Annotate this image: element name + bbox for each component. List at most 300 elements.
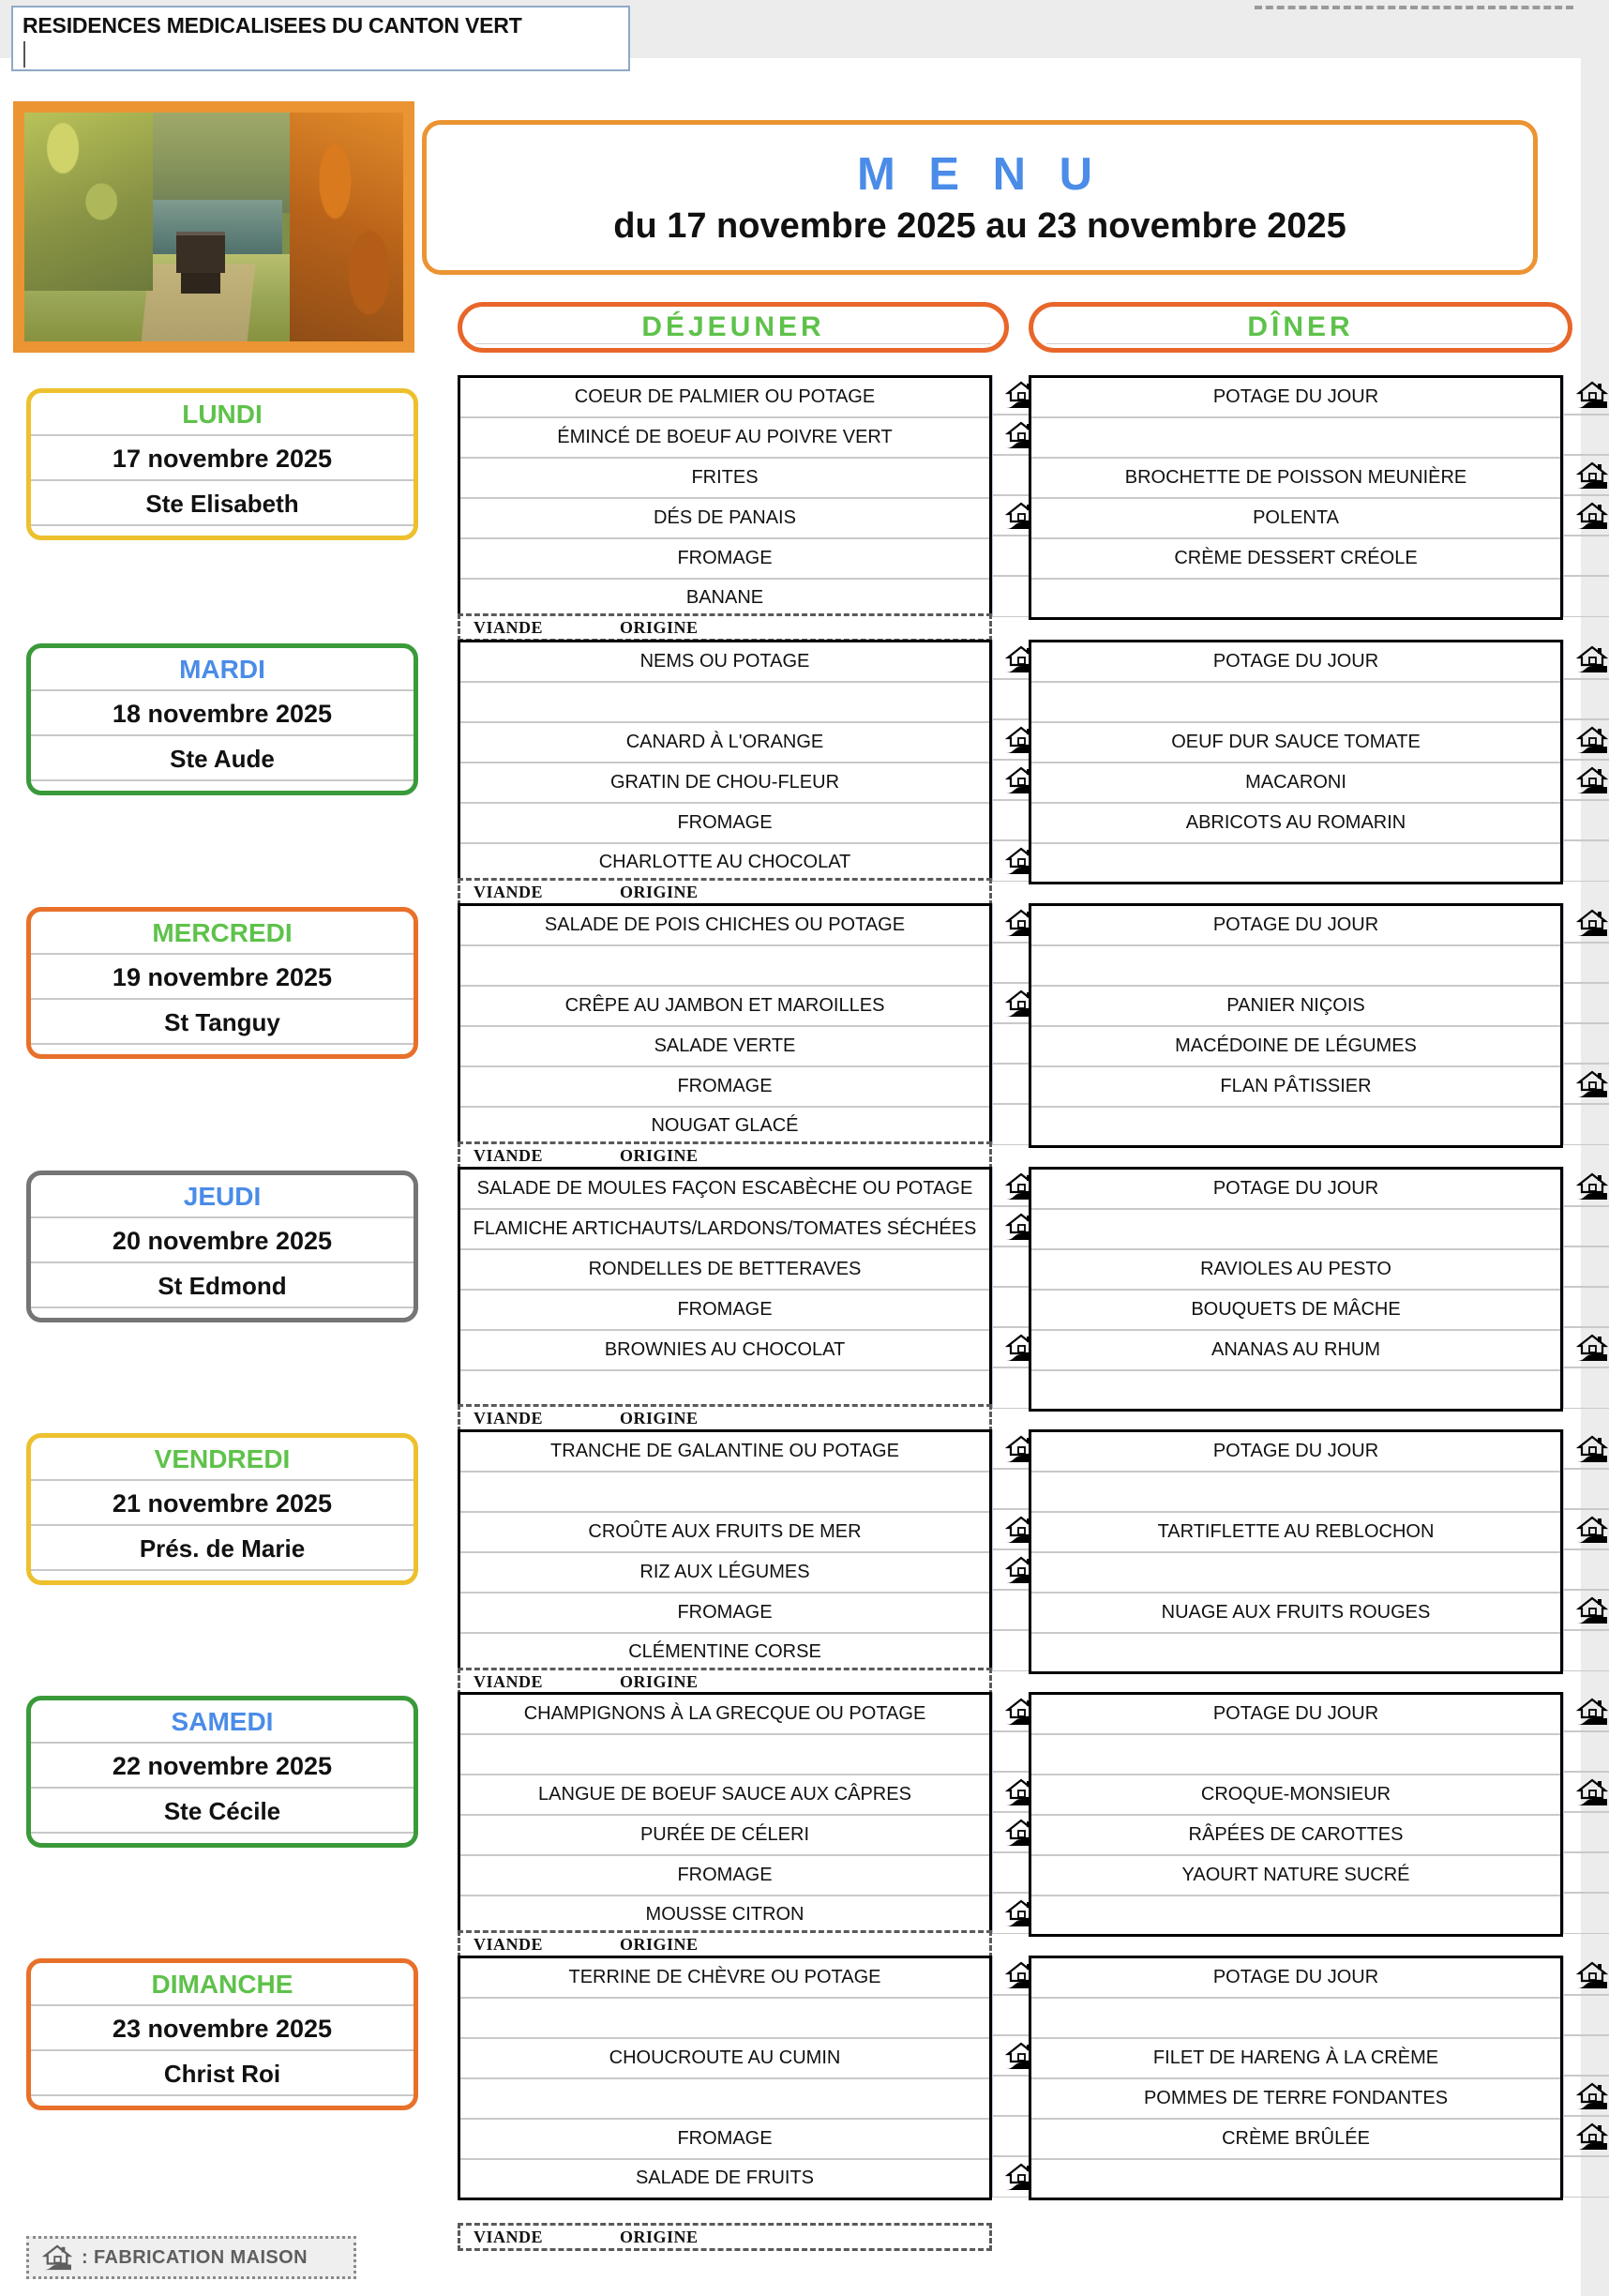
home-made-indicator	[1564, 1956, 1609, 1996]
menu-row[interactable]	[459, 1066, 991, 1107]
dish-name: TERRINE DE CHÈVRE OU POTAGE	[459, 1957, 991, 1998]
home-made-indicator	[1564, 1429, 1609, 1470]
day-card-spacer	[31, 1834, 414, 1843]
menu-row[interactable]	[1030, 1249, 1562, 1290]
menu-row[interactable]	[459, 1855, 991, 1896]
home-made-indicator	[1564, 496, 1609, 536]
viande-origine-strip	[458, 1141, 992, 1170]
day-saint: Ste Cécile	[31, 1789, 414, 1834]
dish-name: POTAGE DU JOUR	[1030, 1694, 1562, 1734]
menu-row[interactable]	[459, 2078, 991, 2119]
home-made-indicator	[1564, 1550, 1609, 1591]
dish-name: FILET DE HARENG À LA CRÈME	[1030, 2038, 1562, 2078]
menu-row[interactable]	[1030, 763, 1562, 803]
menu-row[interactable]	[459, 538, 991, 579]
dinner-table	[1029, 640, 1563, 884]
menu-row[interactable]	[1030, 803, 1562, 843]
dish-name: POTAGE DU JOUR	[1030, 905, 1562, 945]
dish-name: POTAGE DU JOUR	[1030, 1957, 1562, 1998]
home-made-indicator	[1564, 1167, 1609, 1207]
menu-row[interactable]	[459, 458, 991, 498]
dish-name: SALADE DE MOULES FAÇON ESCABÈCHE OU POTAGE	[459, 1169, 991, 1209]
dish-name: PURÉE DE CÉLERI	[459, 1815, 991, 1855]
dinner-block-dimanche	[1029, 1956, 1563, 2200]
dish-name: DÉS DE PANAIS	[459, 498, 991, 538]
menu-row[interactable]	[1030, 1512, 1562, 1552]
dish-name: FROMAGE	[459, 1290, 991, 1330]
dish-name	[459, 682, 991, 722]
menu-row[interactable]	[459, 682, 991, 722]
lunch-block-lundi	[458, 375, 992, 620]
menu-row[interactable]	[459, 1290, 991, 1330]
dish-name: CHOUCROUTE AU CUMIN	[459, 2038, 991, 2078]
lunch-block-samedi	[458, 1692, 992, 1937]
menu-row[interactable]	[459, 1552, 991, 1593]
viande-label: VIANDE	[474, 617, 544, 637]
menu-row[interactable]	[1030, 986, 1562, 1026]
house-icon	[1576, 726, 1608, 754]
house-icon	[1576, 1698, 1608, 1726]
menu-row[interactable]	[459, 1209, 991, 1249]
home-made-indicator	[1564, 720, 1609, 761]
dish-name: SALADE DE FRUITS	[635, 2168, 815, 2189]
day-date: 17 novembre 2025	[31, 436, 414, 481]
dish-name: LANGUE DE BOEUF SAUCE AUX CÂPRES	[459, 1775, 991, 1815]
dish-name: YAOURT NATURE SUCRÉ	[1030, 1855, 1562, 1896]
dish-name	[1030, 1552, 1562, 1593]
origine-label: ORIGINE	[620, 1934, 699, 1954]
menu-row[interactable]	[459, 1957, 991, 1998]
day-saint: Ste Elisabeth	[31, 481, 414, 526]
home-made-indicator	[1564, 375, 1609, 415]
day-name: MARDI	[31, 648, 414, 691]
fabrication-maison-legend	[26, 2236, 356, 2279]
dish-name: FROMAGE	[459, 2119, 991, 2159]
home-made-indicator	[1564, 2077, 1609, 2117]
menu-row[interactable]	[1030, 1896, 1562, 1936]
viande-label: VIANDE	[474, 1934, 544, 1954]
viande-label: VIANDE	[474, 1671, 544, 1691]
origine-label: ORIGINE	[620, 882, 699, 901]
dish-name: POTAGE DU JOUR	[1030, 642, 1562, 682]
home-made-indicator	[1564, 680, 1609, 720]
lunch-table	[458, 1429, 992, 1674]
dish-name	[1030, 579, 1562, 619]
day-date: 20 novembre 2025	[31, 1218, 414, 1263]
menu-row[interactable]	[1030, 2159, 1562, 2199]
dinner-table	[1029, 903, 1563, 1148]
home-made-indicator	[1564, 1996, 1609, 2036]
menu-row[interactable]	[1030, 905, 1562, 945]
lunch-block-dimanche	[458, 1956, 992, 2200]
dish-name	[1030, 843, 1562, 884]
day-card-mercredi[interactable]	[26, 907, 418, 1059]
lunch-table	[458, 1956, 992, 2200]
origine-label: ORIGINE	[620, 1408, 699, 1427]
dish-name: SALADE VERTE	[459, 1026, 991, 1066]
home-made-indicator	[1564, 1773, 1609, 1813]
menu-row[interactable]	[459, 1694, 991, 1734]
day-card-samedi[interactable]	[26, 1696, 418, 1848]
home-made-indicator	[1564, 1631, 1609, 1671]
lunch-label: DÉJEUNER	[641, 311, 825, 342]
menu-row[interactable]	[459, 1775, 991, 1815]
dish-name: RÂPÉES DE CAROTTES	[1030, 1815, 1562, 1855]
dish-name	[1030, 1734, 1562, 1775]
origine-label: ORIGINE	[620, 1671, 699, 1691]
house-icon	[1576, 1596, 1608, 1624]
lunch-table	[458, 1692, 992, 1937]
dish-name: POTAGE DU JOUR	[1030, 1169, 1562, 1209]
lunch-table	[458, 903, 992, 1148]
menu-row[interactable]	[1030, 1552, 1562, 1593]
house-icon	[1576, 645, 1608, 673]
day-card-spacer	[31, 2096, 414, 2106]
menu-row[interactable]	[459, 2038, 991, 2078]
day-name: MERCREDI	[31, 912, 414, 955]
menu-row[interactable]	[1030, 1734, 1562, 1775]
house-icon	[1576, 2122, 1608, 2151]
lunch-table	[458, 640, 992, 884]
lunch-column-header	[458, 302, 1009, 353]
home-made-indicator	[1564, 1247, 1609, 1288]
dish-name	[1030, 945, 1562, 986]
menu-row[interactable]	[1030, 458, 1562, 498]
lunch-block-mercredi	[458, 903, 992, 1148]
home-made-indicator	[1564, 1368, 1609, 1409]
dish-name: POTAGE DU JOUR	[1030, 377, 1562, 417]
dish-name	[459, 1472, 991, 1512]
dish-name	[459, 945, 991, 986]
dinner-table	[1029, 1429, 1563, 1674]
dish-name	[1030, 1998, 1562, 2038]
menu-row[interactable]	[1030, 1370, 1562, 1411]
menu-row[interactable]	[459, 905, 991, 945]
home-made-indicator	[1564, 1894, 1609, 1934]
dish-name: TRANCHE DE GALANTINE OU POTAGE	[459, 1431, 991, 1472]
viande-origine-strip	[458, 878, 992, 906]
dish-name: COEUR DE PALMIER OU POTAGE	[459, 377, 991, 417]
home-made-indicator	[1564, 640, 1609, 680]
house-icon	[1576, 1435, 1608, 1463]
menu-row[interactable]	[1030, 1775, 1562, 1815]
home-made-indicator	[1564, 984, 1609, 1024]
dish-name: FLAN PÂTISSIER	[1030, 1066, 1562, 1107]
organisation-name: RESIDENCES MEDICALISEES DU CANTON VERT	[23, 13, 522, 38]
lunch-table	[458, 1167, 992, 1412]
viande-label: VIANDE	[474, 882, 544, 901]
home-made-indicator	[1564, 1024, 1609, 1065]
dinner-block-samedi	[1029, 1692, 1563, 1937]
menu-row[interactable]	[1030, 1855, 1562, 1896]
dish-name: CRÈME DESSERT CRÉOLE	[1030, 538, 1562, 579]
house-icon	[1576, 1070, 1608, 1098]
dish-name: RAVIOLES AU PESTO	[1030, 1249, 1562, 1290]
day-card-jeudi[interactable]	[26, 1171, 418, 1322]
dish-name: CHARLOTTE AU CHOCOLAT	[598, 852, 851, 873]
menu-row[interactable]	[459, 2159, 991, 2199]
lunch-table	[458, 375, 992, 620]
dish-name	[459, 2078, 991, 2119]
menu-row[interactable]	[1030, 377, 1562, 417]
menu-row[interactable]	[1030, 1169, 1562, 1209]
menu-row[interactable]	[1030, 1957, 1562, 1998]
house-icon	[42, 2244, 72, 2271]
viande-origine-strip	[458, 1404, 992, 1432]
dinner-label: DÎNER	[1247, 311, 1354, 342]
dish-name: CHAMPIGNONS À LA GRECQUE OU POTAGE	[459, 1694, 991, 1734]
dish-name: POMMES DE TERRE FONDANTES	[1030, 2078, 1562, 2119]
house-icon	[1576, 909, 1608, 937]
menu-row[interactable]	[459, 1249, 991, 1290]
home-made-indicator	[1564, 415, 1609, 456]
dish-name	[1030, 682, 1562, 722]
dish-name: FROMAGE	[459, 538, 991, 579]
menu-row[interactable]	[459, 1734, 991, 1775]
home-made-indicator	[1564, 1591, 1609, 1631]
dish-name: CRÈME BRÛLÉE	[1030, 2119, 1562, 2159]
text-caret	[23, 41, 25, 68]
origine-label: ORIGINE	[620, 1145, 699, 1165]
menu-row[interactable]	[1030, 1330, 1562, 1370]
menu-title: M E N U	[856, 148, 1104, 200]
home-made-indicator	[1564, 1105, 1609, 1145]
day-card-dimanche[interactable]	[26, 1958, 418, 2110]
menu-row[interactable]	[459, 1593, 991, 1633]
home-made-indicator	[1564, 1853, 1609, 1894]
menu-row[interactable]	[1030, 682, 1562, 722]
dinner-icon-column	[1563, 1956, 1609, 2198]
menu-row[interactable]	[459, 1330, 991, 1370]
menu-row[interactable]	[1030, 538, 1562, 579]
home-made-indicator	[1564, 1470, 1609, 1510]
dish-name: CROQUE-MONSIEUR	[1030, 1775, 1562, 1815]
dish-name	[1030, 2159, 1562, 2199]
menu-row[interactable]	[459, 1169, 991, 1209]
legend-text: : FABRICATION MAISON	[82, 2246, 308, 2268]
organisation-header-box[interactable]	[11, 6, 630, 71]
viande-origine-strip	[458, 1930, 992, 1958]
dish-name: FROMAGE	[459, 1066, 991, 1107]
dish-name	[1030, 1633, 1562, 1673]
menu-row[interactable]	[1030, 498, 1562, 538]
menu-row[interactable]	[1030, 417, 1562, 458]
dish-name: MACARONI	[1030, 763, 1562, 803]
menu-row[interactable]	[1030, 579, 1562, 619]
menu-banner	[422, 120, 1538, 275]
dinner-table	[1029, 1692, 1563, 1937]
dish-name: FROMAGE	[459, 803, 991, 843]
day-date: 21 novembre 2025	[31, 1481, 414, 1526]
menu-row[interactable]	[1030, 722, 1562, 763]
menu-row[interactable]	[1030, 642, 1562, 682]
menu-row[interactable]	[459, 803, 991, 843]
lunch-block-mardi	[458, 640, 992, 884]
home-made-indicator	[1564, 1692, 1609, 1732]
menu-row[interactable]	[1030, 1694, 1562, 1734]
origine-label: ORIGINE	[620, 617, 699, 637]
dinner-column-header	[1029, 302, 1572, 353]
menu-row[interactable]	[1030, 1431, 1562, 1472]
dish-name: POLENTA	[1030, 498, 1562, 538]
viande-label: VIANDE	[474, 2227, 544, 2246]
dish-name: FROMAGE	[459, 1855, 991, 1896]
menu-row[interactable]	[1030, 1066, 1562, 1107]
right-margin-gap	[1581, 0, 1609, 2296]
dish-name: FLAMICHE ARTICHAUTS/LARDONS/TOMATES SÉCHÉES	[459, 1209, 991, 1249]
dinner-block-jeudi	[1029, 1167, 1563, 1412]
dish-name: POTAGE DU JOUR	[1030, 1431, 1562, 1472]
dish-name	[1030, 1370, 1562, 1411]
dish-name: ANANAS AU RHUM	[1030, 1330, 1562, 1370]
menu-row[interactable]	[1030, 1593, 1562, 1633]
menu-row[interactable]	[1030, 945, 1562, 986]
menu-row[interactable]	[459, 642, 991, 682]
house-icon	[1576, 461, 1608, 490]
house-icon	[1576, 381, 1608, 409]
dish-name: PANIER NIÇOIS	[1030, 986, 1562, 1026]
dish-name: MOUSSE CITRON	[645, 1904, 804, 1926]
home-made-indicator	[1564, 456, 1609, 496]
dish-name: NUAGE AUX FRUITS ROUGES	[1030, 1593, 1562, 1633]
menu-row[interactable]	[1030, 1633, 1562, 1673]
dinner-table	[1029, 1956, 1563, 2200]
day-name: SAMEDI	[31, 1700, 414, 1744]
dish-name: ÉMINCÉ DE BOEUF AU POIVRE VERT	[459, 417, 991, 458]
menu-row[interactable]	[1030, 1472, 1562, 1512]
day-date: 18 novembre 2025	[31, 691, 414, 736]
dish-name	[459, 1734, 991, 1775]
menu-row[interactable]	[459, 1026, 991, 1066]
dish-name: NOUGAT GLACÉ	[651, 1115, 799, 1137]
menu-row[interactable]	[1030, 1026, 1562, 1066]
menu-row[interactable]	[1030, 2078, 1562, 2119]
dish-name: TARTIFLETTE AU REBLOCHON	[1030, 1512, 1562, 1552]
menu-row[interactable]	[1030, 1209, 1562, 1249]
dinner-icon-column	[1563, 1692, 1609, 1934]
menu-row[interactable]	[1030, 1107, 1562, 1147]
menu-row[interactable]	[1030, 843, 1562, 884]
viande-label: VIANDE	[474, 1408, 544, 1427]
day-name: DIMANCHE	[31, 1963, 414, 2006]
menu-date-range: du 17 novembre 2025 au 23 novembre 2025	[613, 206, 1346, 247]
menu-row[interactable]	[459, 986, 991, 1026]
day-card-vendredi[interactable]	[26, 1433, 418, 1585]
dish-name: BROCHETTE DE POISSON MEUNIÈRE	[1030, 458, 1562, 498]
dish-name: CLÉMENTINE CORSE	[628, 1641, 821, 1663]
dish-name	[1030, 1472, 1562, 1512]
dish-name: NEMS OU POTAGE	[459, 642, 991, 682]
home-made-indicator	[1564, 1207, 1609, 1247]
day-card-lundi[interactable]	[26, 388, 418, 540]
house-icon	[1576, 766, 1608, 794]
dinner-icon-column	[1563, 640, 1609, 882]
menu-row[interactable]	[1030, 2038, 1562, 2078]
menu-row[interactable]	[459, 498, 991, 538]
home-made-indicator	[1564, 903, 1609, 944]
menu-row[interactable]	[459, 1998, 991, 2038]
viande-label: VIANDE	[474, 1145, 544, 1165]
day-date: 23 novembre 2025	[31, 2006, 414, 2051]
dish-name: BOUQUETS DE MÂCHE	[1030, 1290, 1562, 1330]
day-card-spacer	[31, 1308, 414, 1318]
dish-name: CROÛTE AUX FRUITS DE MER	[459, 1512, 991, 1552]
dinner-table	[1029, 375, 1563, 620]
dinner-icon-column	[1563, 1429, 1609, 1671]
home-made-indicator	[1564, 2036, 1609, 2077]
dotted-selection-marker	[1255, 6, 1573, 9]
home-made-indicator	[1564, 841, 1609, 882]
day-card-spacer	[31, 526, 414, 536]
menu-row[interactable]	[1030, 1998, 1562, 2038]
dish-name: SALADE DE POIS CHICHES OU POTAGE	[459, 905, 991, 945]
lunch-block-vendredi	[458, 1429, 992, 1674]
menu-row[interactable]	[1030, 1815, 1562, 1855]
home-made-indicator	[1564, 1328, 1609, 1368]
home-made-indicator	[1564, 761, 1609, 801]
home-made-indicator	[1564, 577, 1609, 617]
menu-row[interactable]	[459, 722, 991, 763]
menu-row[interactable]	[1030, 1290, 1562, 1330]
home-made-indicator	[1564, 1813, 1609, 1853]
dinner-table	[1029, 1167, 1563, 1412]
menu-row[interactable]	[459, 1512, 991, 1552]
dinner-block-mardi	[1029, 640, 1563, 884]
day-date: 19 novembre 2025	[31, 955, 414, 1000]
day-saint: St Edmond	[31, 1263, 414, 1308]
menu-row[interactable]	[459, 1431, 991, 1472]
dinner-block-mercredi	[1029, 903, 1563, 1148]
dish-name	[1030, 417, 1562, 458]
home-made-indicator	[1564, 1065, 1609, 1105]
day-name: LUNDI	[31, 393, 414, 436]
dish-name: FROMAGE	[459, 1593, 991, 1633]
home-made-indicator	[1564, 1732, 1609, 1773]
day-name: VENDREDI	[31, 1438, 414, 1481]
menu-row[interactable]	[459, 417, 991, 458]
lunch-block-jeudi	[458, 1167, 992, 1412]
dinner-icon-column	[1563, 375, 1609, 617]
autumn-photo-frame	[13, 101, 414, 353]
menu-row[interactable]	[459, 763, 991, 803]
home-made-indicator	[1564, 2117, 1609, 2157]
house-icon	[1576, 502, 1608, 530]
dish-name: RONDELLES DE BETTERAVES	[459, 1249, 991, 1290]
day-date: 22 novembre 2025	[31, 1744, 414, 1789]
menu-row[interactable]	[459, 2119, 991, 2159]
dinner-icon-column	[1563, 903, 1609, 1145]
day-saint: Ste Aude	[31, 736, 414, 781]
dish-name: CRÊPE AU JAMBON ET MAROILLES	[459, 986, 991, 1026]
menu-row[interactable]	[459, 1815, 991, 1855]
menu-row[interactable]	[459, 1472, 991, 1512]
dish-name: OEUF DUR SAUCE TOMATE	[1030, 722, 1562, 763]
menu-row[interactable]	[459, 377, 991, 417]
dish-name	[1030, 1896, 1562, 1936]
menu-row[interactable]	[1030, 2119, 1562, 2159]
origine-label: ORIGINE	[620, 2227, 699, 2246]
home-made-indicator	[1564, 801, 1609, 841]
dish-name: FRITES	[459, 458, 991, 498]
house-icon	[1576, 1961, 1608, 1989]
house-icon	[1576, 1516, 1608, 1544]
house-icon	[1576, 1778, 1608, 1806]
menu-row[interactable]	[459, 945, 991, 986]
day-saint: St Tanguy	[31, 1000, 414, 1045]
autumn-lake-photo	[24, 113, 403, 341]
day-card-mardi[interactable]	[26, 643, 418, 795]
dish-name: BROWNIES AU CHOCOLAT	[459, 1330, 991, 1370]
